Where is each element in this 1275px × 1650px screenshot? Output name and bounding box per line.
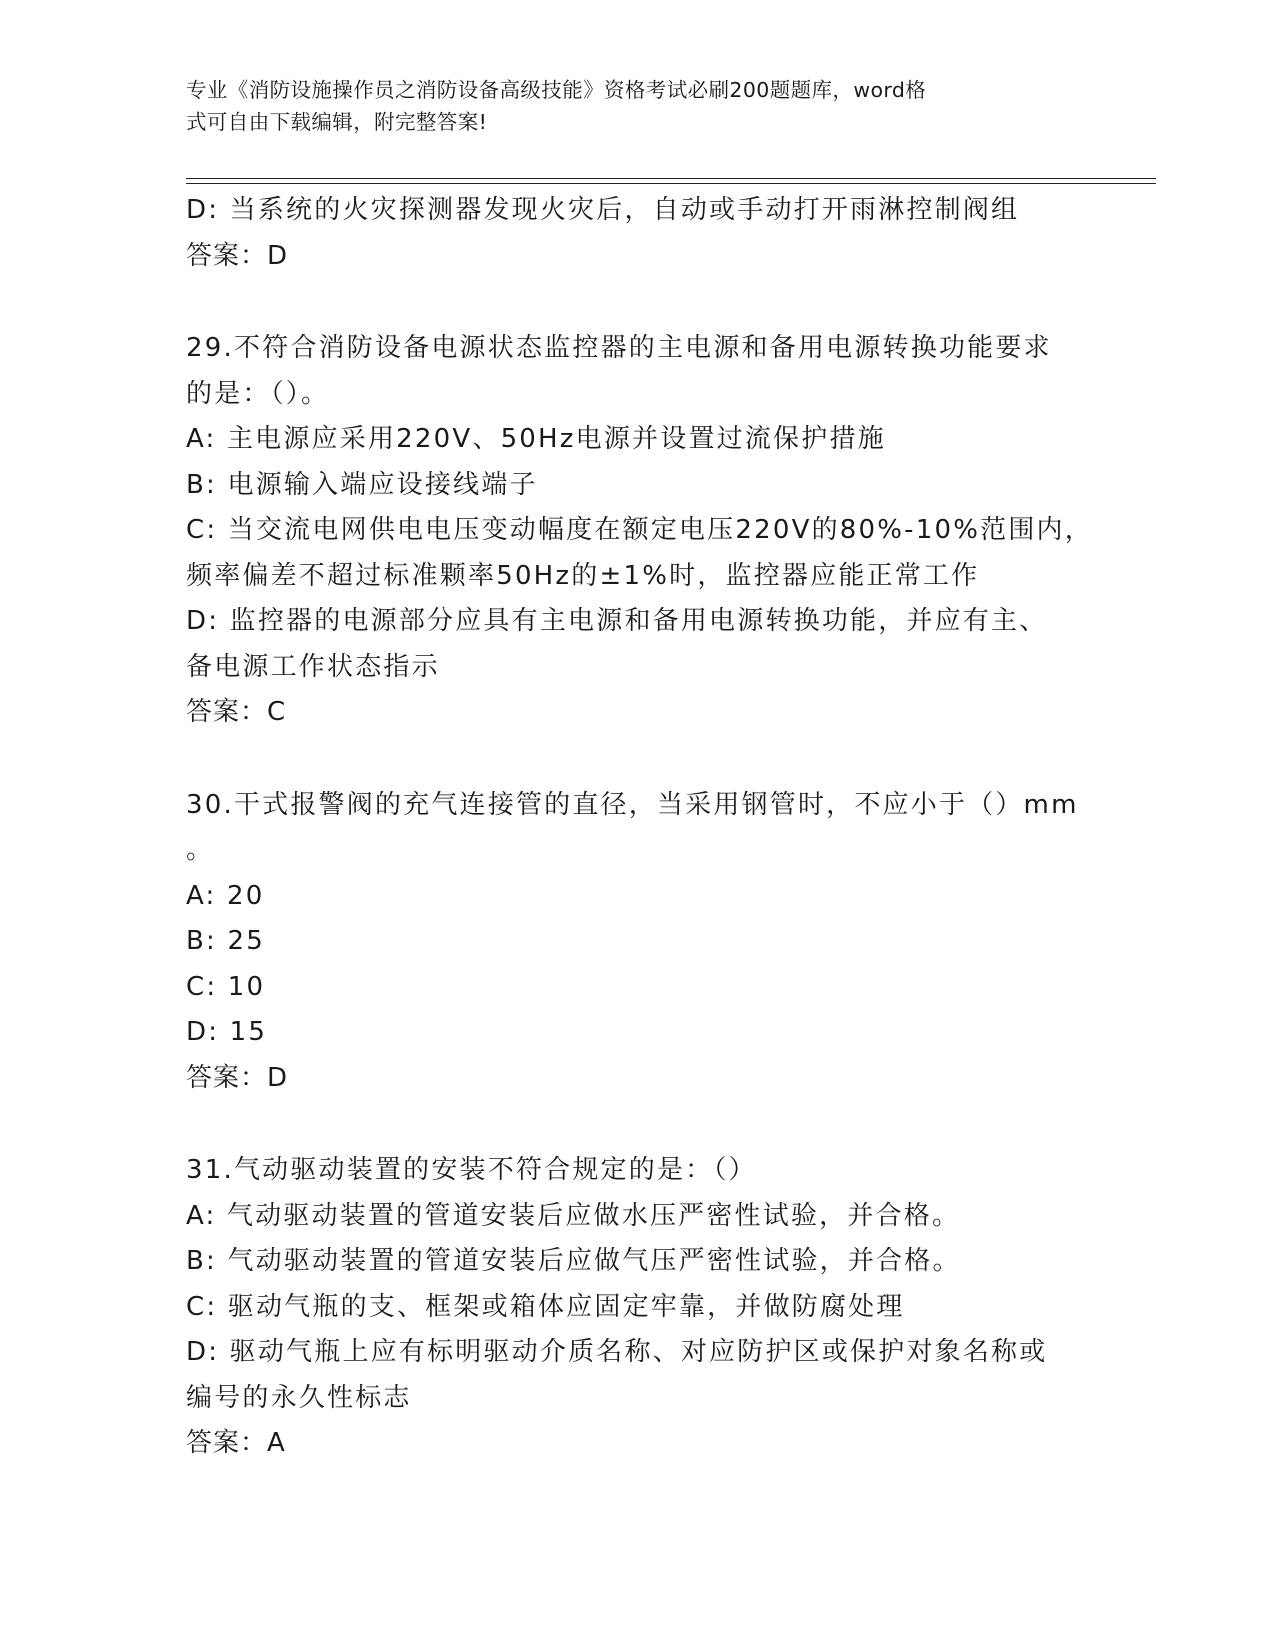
answer: 答案：C: [186, 697, 287, 727]
header-line-1: 专业《消防设施操作员之消防设备高级技能》资格考试必刷200题题库，word格: [186, 78, 927, 102]
option-b: B: 电源输入端应设接线端子: [186, 469, 538, 500]
document-header: [186, 74, 1066, 138]
question-content: [186, 188, 1093, 1467]
option-c: C: 当交流电网供电电压变动幅度在额定电压220V的80%-10%范围内，: [186, 515, 1093, 545]
question-29: [186, 326, 1093, 736]
option-d-continued: 备电源工作状态指示: [186, 651, 440, 682]
option-c-continued: 频率偏差不超过标准颗率50Hz的±1%时，监控器应能正常工作: [186, 560, 980, 591]
spacer: [186, 736, 1086, 783]
question-30: [186, 783, 1086, 1102]
question-31: [186, 1148, 1086, 1467]
option-a: A: 20: [186, 880, 265, 911]
question-stem-continued: 。: [186, 835, 215, 865]
header-divider-top: [186, 178, 1156, 179]
answer: 答案：D: [186, 1062, 289, 1093]
header-line-2: 式可自由下载编辑，附完整答案!: [186, 110, 488, 134]
spacer: [186, 1101, 1086, 1148]
spacer: [186, 279, 1086, 326]
question-stem: 29.不符合消防设备电源状态监控器的主电源和备用电源转换功能要求: [186, 333, 1052, 363]
option-d: D: 15: [186, 1017, 268, 1047]
header-divider-bottom: [186, 183, 1156, 184]
option-b: B: 气动驱动装置的管道安装后应做气压严密性试验，并合格。: [186, 1246, 961, 1276]
answer: 答案：A: [186, 1428, 286, 1458]
option-c: C: 驱动气瓶的支、框架或箱体应固定牢靠，并做防腐处理: [186, 1291, 905, 1322]
option-c: C: 10: [186, 971, 266, 1002]
option-d: D: 当系统的火灾探测器发现火灾后，自动或手动打开雨淋控制阀组: [186, 195, 1020, 225]
option-d: D: 驱动气瓶上应有标明驱动介质名称、对应防护区或保护对象名称或: [186, 1337, 1048, 1367]
answer: 答案：D: [186, 240, 289, 271]
option-d: D: 监控器的电源部分应具有主电源和备用电源转换功能，并应有主、: [186, 606, 1048, 636]
question-stem: 30.干式报警阀的充气连接管的直径，当采用钢管时，不应小于（）mm: [186, 789, 1079, 820]
option-a: A: 主电源应采用220V、50Hz电源并设置过流保护措施: [186, 424, 886, 454]
option-d-continued: 编号的永久性标志: [186, 1382, 412, 1413]
option-a: A: 气动驱动装置的管道安装后应做水压严密性试验，并合格。: [186, 1200, 961, 1231]
question-28-tail: [186, 188, 1086, 279]
question-stem-continued: 的是：（）。: [186, 378, 330, 409]
question-stem: 31.气动驱动装置的安装不符合规定的是：（）: [186, 1155, 757, 1185]
option-b: B: 25: [186, 926, 265, 956]
